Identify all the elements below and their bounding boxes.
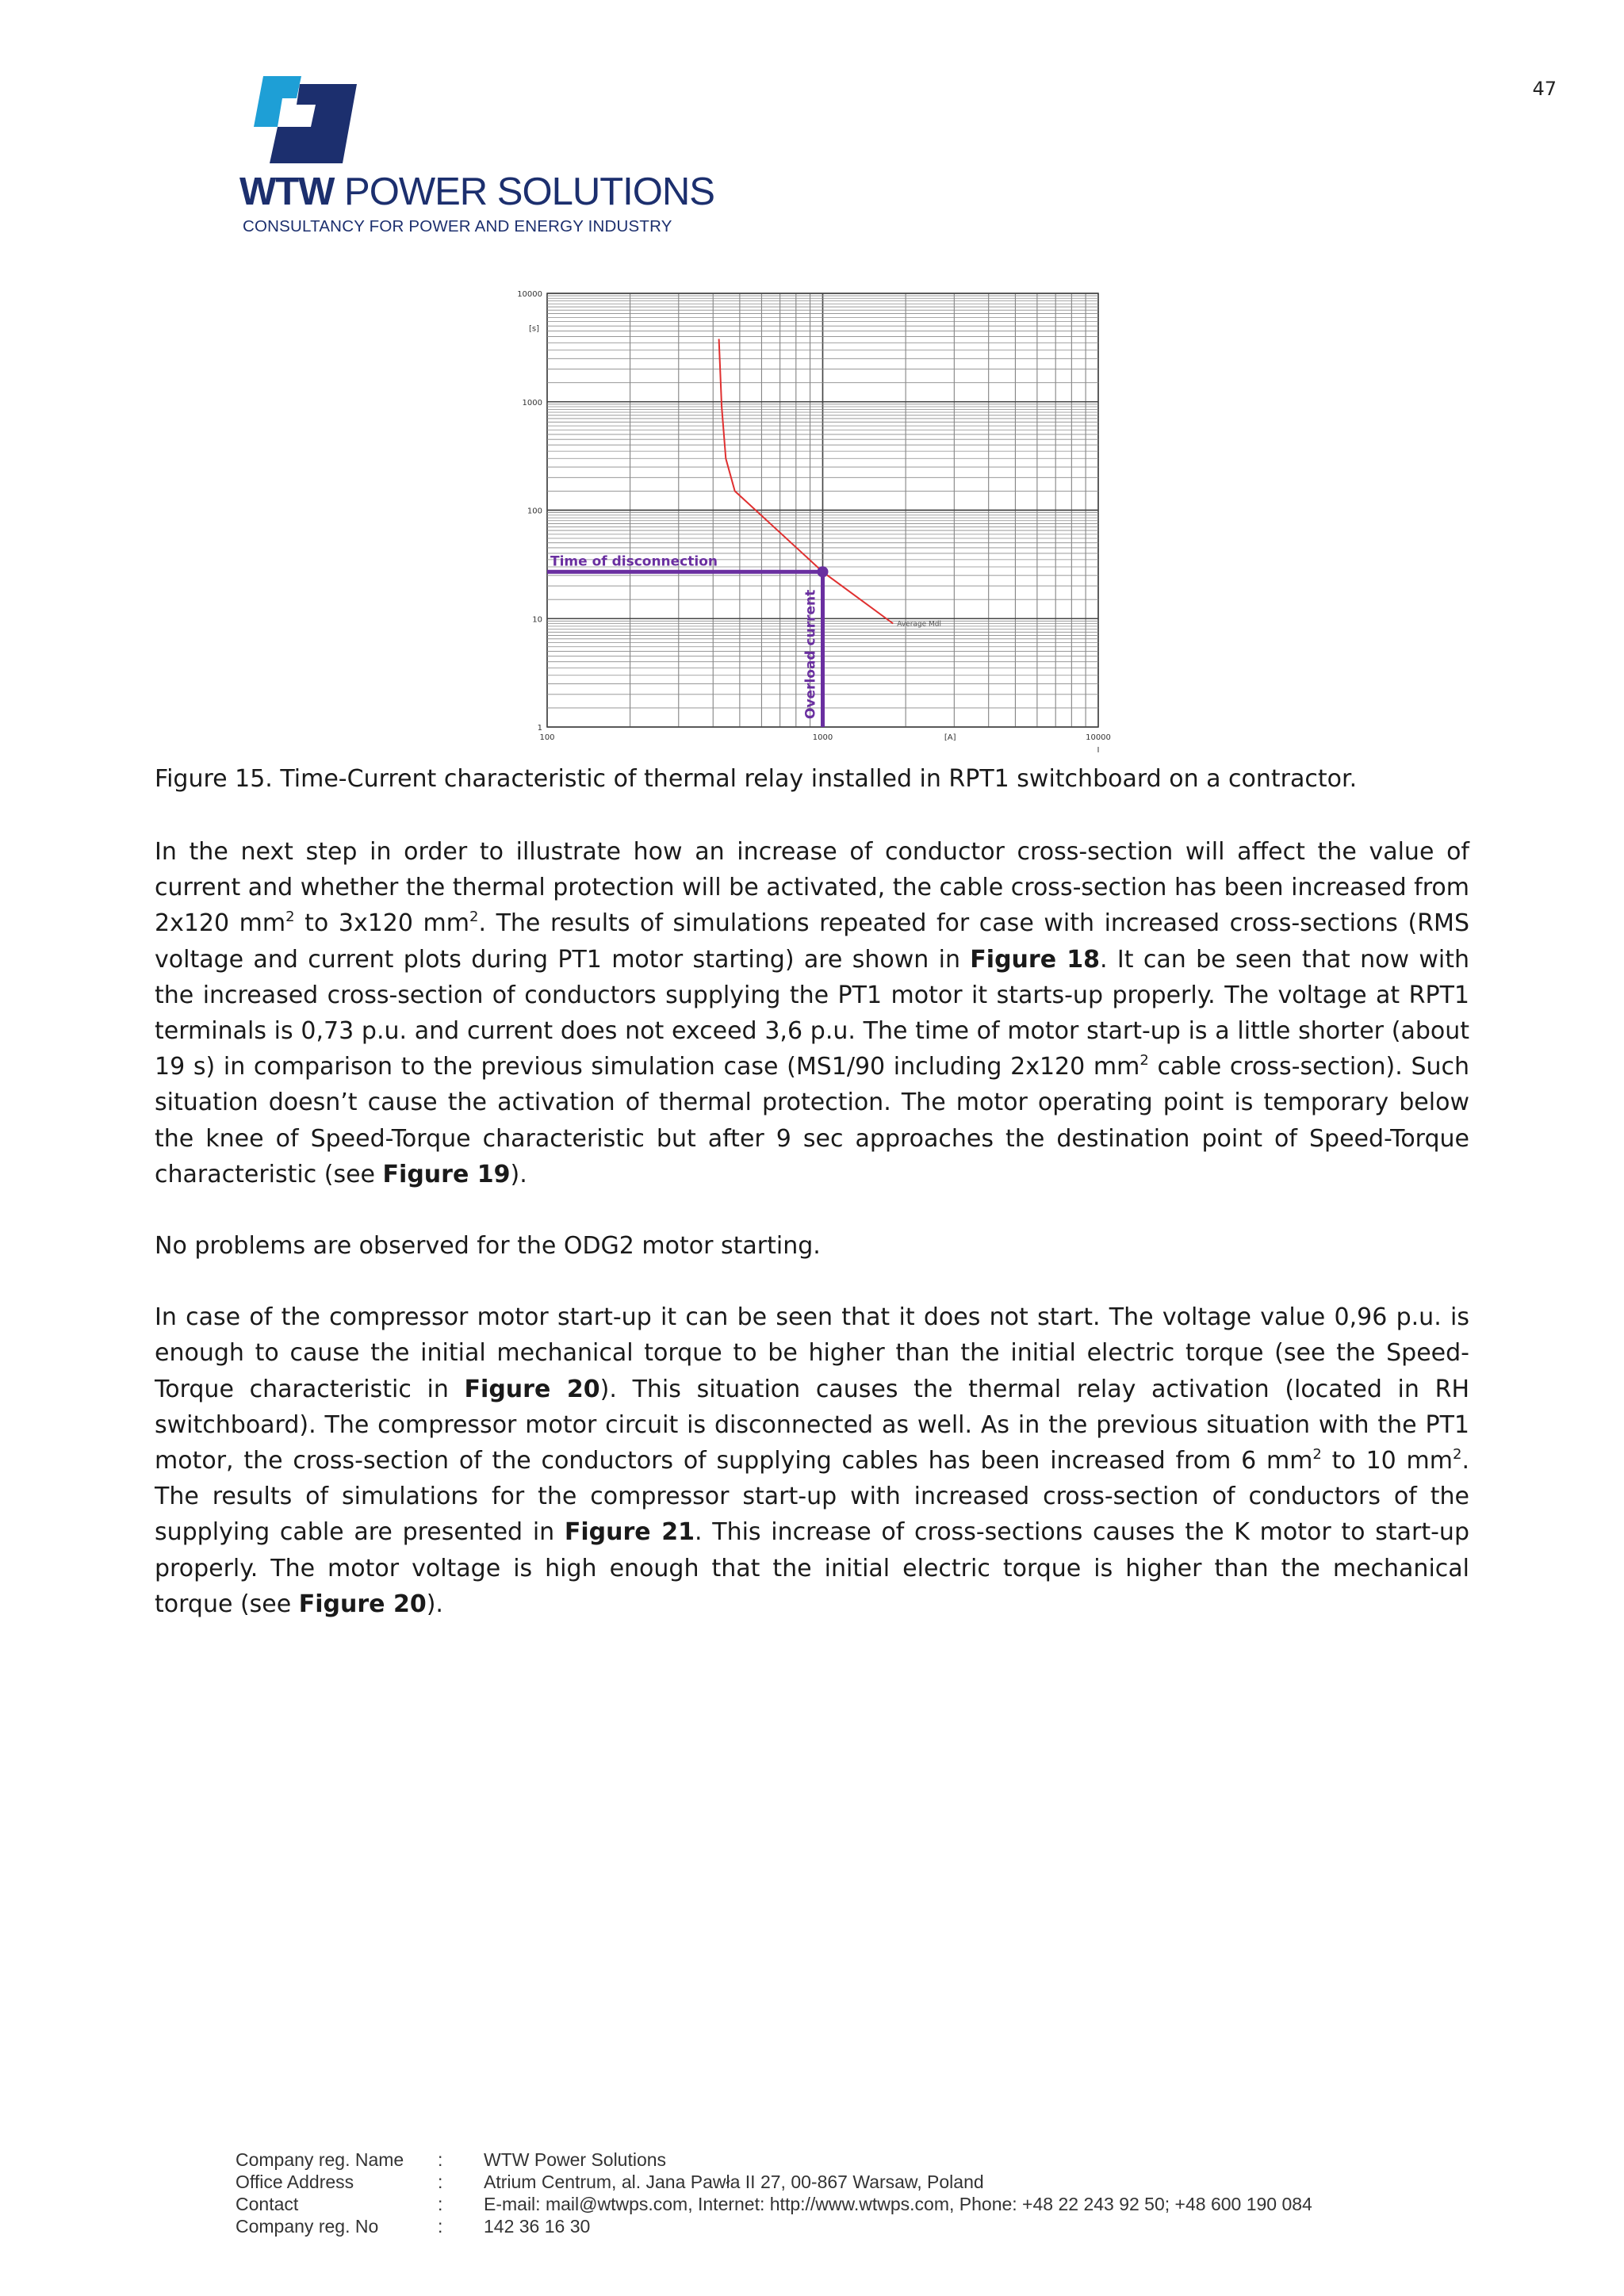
time-of-disconnection-label: Time of disconnection xyxy=(550,553,718,570)
footer-row xyxy=(236,2193,1312,2215)
company-footer xyxy=(236,2149,1312,2237)
text-run: ). This situation causes the thermal relay activation (located in RH switchboard). The compressor motor circuit is disconnected as well. As in the previous situation with the PT1 motor, the cross-section of the conductors of supplying cables has been increased from 6 mm xyxy=(155,1375,1469,1475)
superscript: 2 xyxy=(1312,1446,1322,1464)
footer-separator: : xyxy=(438,2149,443,2170)
y-tick-label: 10000 xyxy=(517,290,542,299)
series-label: Average Mdl xyxy=(897,620,942,629)
footer-value: E-mail: mail@wtwps.com, Internet: http://www.wtwps.com, Phone: +48 22 243 92 50; +48 600 190 084 xyxy=(484,2194,1312,2214)
chart-svg xyxy=(508,281,1126,757)
y-tick-label: 100 xyxy=(527,507,542,516)
y-tick-label: 10 xyxy=(532,615,542,625)
footer-row xyxy=(236,2171,1312,2193)
text-run: ). xyxy=(426,1590,443,1618)
text-run: In case of the compressor motor start-up it can be seen that it does not start. The voltage value 0,96 p.u. is enough to cause the initial mechanical torque to be higher than the initial electric torque (see the Speed-Torque characteristic in xyxy=(155,1303,1469,1403)
logo-tagline: CONSULTANCY FOR POWER AND ENERGY INDUSTRY xyxy=(243,217,672,235)
text-run: . The results of simulations for the compressor start-up with increased cross-section of conductors of the supplying cable are presented in xyxy=(155,1447,1469,1547)
figure-reference: Figure 19 xyxy=(382,1160,511,1188)
footer-separator: : xyxy=(438,2216,443,2237)
text-run: . It can be seen that now with the increased cross-section of conductors supplying the PT1 motor it starts-up properly. The voltage at RPT1 terminals is 0,73 p.u. and current does not exceed 3,6 p.u. The time of motor start-up is a little shorter (about 19 s) in comparison to the previous simulation case (MS1/90 including 2x120 mm xyxy=(155,945,1469,1081)
footer-separator: : xyxy=(438,2172,443,2192)
overload-current-label: Overload current xyxy=(802,589,819,719)
footer-label: Company reg. Name xyxy=(236,2149,404,2170)
operating-point-marker xyxy=(818,566,829,577)
text-run: cable cross-section). Such situation doesn’t cause the activation of thermal protection. The motor operating point is temporary below the knee of Speed-Torque characteristic but after 9 sec approaches the destination point of Speed-Torque characteristic (see xyxy=(155,1053,1470,1188)
figure-reference: Figure 20 xyxy=(464,1375,600,1403)
text-run: to 3x120 mm xyxy=(294,909,469,938)
superscript: 2 xyxy=(469,909,479,926)
superscript: 2 xyxy=(285,909,295,926)
footer-label: Company reg. No xyxy=(236,2216,379,2237)
text-run: ). xyxy=(510,1160,527,1188)
logo-mark-icon xyxy=(254,76,357,163)
y-tick-label: 1000 xyxy=(522,398,542,408)
figure-reference: Figure 20 xyxy=(298,1590,427,1618)
footer-separator: : xyxy=(438,2194,443,2214)
figure-caption: Figure 15. Time-Current characteristic of thermal relay installed in RPT1 switchboard on a contractor. xyxy=(155,765,1358,793)
paragraph-3 xyxy=(155,1299,1469,1622)
figure-reference: Figure 21 xyxy=(564,1518,695,1547)
footer-label: Contact xyxy=(236,2194,299,2214)
text-run: In the next step in order to illustrate how an increase of conductor cross-section will affect the value of current and whether the thermal protection will be activated, the cable cross-section has been increased from 2x120 mm xyxy=(155,838,1469,938)
logo-wordmark: WTW POWER SOLUTIONS xyxy=(239,170,714,213)
company-logo xyxy=(236,76,714,235)
y-tick-label: 1 xyxy=(537,724,542,733)
footer-value: 142 36 16 30 xyxy=(484,2216,591,2237)
footer-row xyxy=(236,2215,1312,2237)
footer-value: Atrium Centrum, al. Jana Pawła II 27, 00-867 Warsaw, Poland xyxy=(484,2172,984,2192)
x-tick-label: 1000 xyxy=(812,733,833,742)
paragraph-1 xyxy=(155,834,1469,1192)
footer-value: WTW Power Solutions xyxy=(484,2149,667,2170)
text-run: . This increase of cross-sections causes the K motor to start-up properly. The motor voltage is high enough that the initial electric torque is higher than the mechanical torque (see xyxy=(155,1518,1469,1618)
x-axis-unit: [A] xyxy=(944,733,956,742)
x-tick-label: 10000 xyxy=(1086,733,1111,742)
figure-reference: Figure 18 xyxy=(970,945,1101,974)
superscript: 2 xyxy=(1452,1446,1462,1464)
footer-label: Office Address xyxy=(236,2172,354,2192)
text-run: . The results of simulations repeated for case with increased cross-sections (RMS voltage and current plots during PT1 motor starting) are shown in xyxy=(155,909,1469,974)
paragraph-2: No problems are observed for the ODG2 motor starting. xyxy=(155,1232,821,1261)
footer-row xyxy=(236,2149,1312,2171)
x-axis-letter: I xyxy=(1097,746,1100,755)
y-axis-unit: [s] xyxy=(528,324,539,334)
superscript: 2 xyxy=(1139,1052,1149,1070)
text-run: to 10 mm xyxy=(1321,1447,1453,1475)
x-tick-label: 100 xyxy=(539,733,555,742)
body-text xyxy=(155,834,1469,1658)
time-current-chart xyxy=(508,281,1126,757)
page-number: 47 xyxy=(1532,78,1557,100)
